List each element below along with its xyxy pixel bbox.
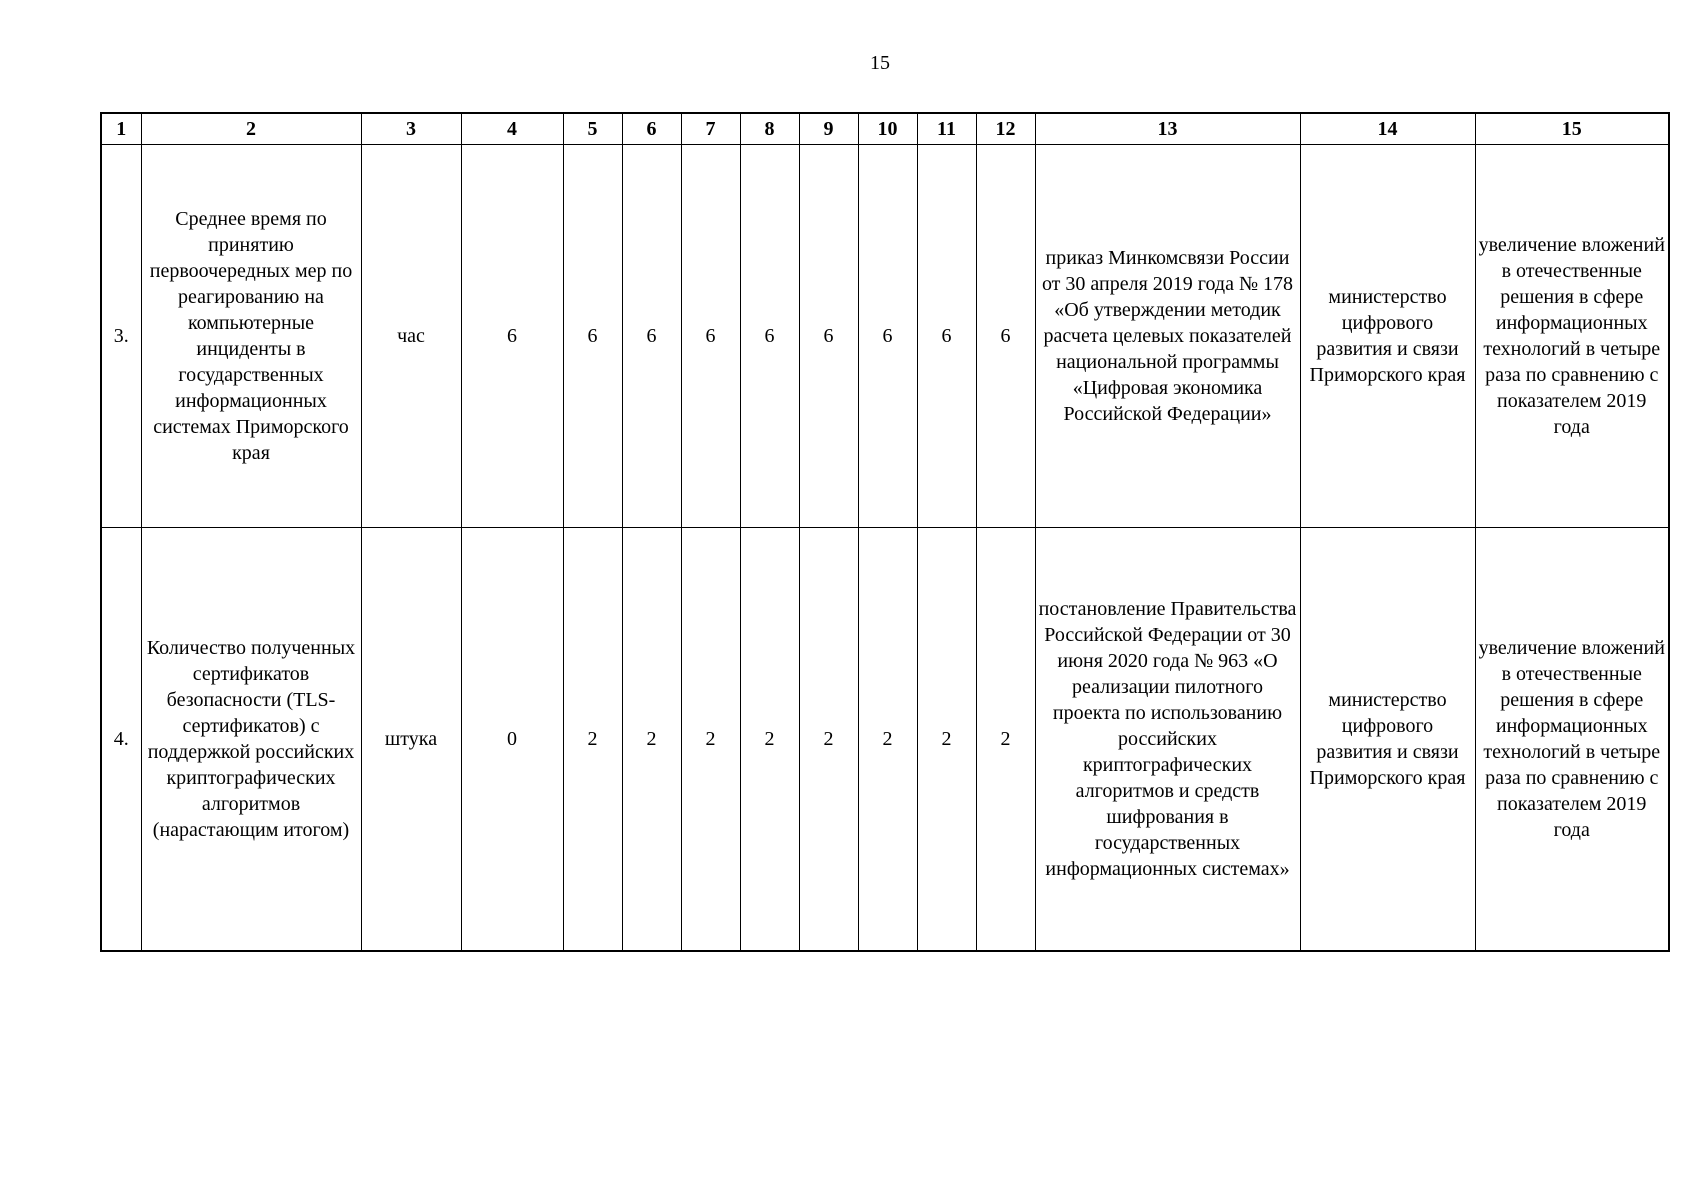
indicator-name: Среднее время по принятию первоочередных мер по реагированию на компьютерные инциденты в государственных информационных системах Приморского края: [141, 145, 361, 528]
value-cell: 6: [976, 145, 1035, 528]
header-cell: 3: [361, 113, 461, 145]
header-cell: 7: [681, 113, 740, 145]
value-cell: 2: [976, 528, 1035, 952]
header-cell: 12: [976, 113, 1035, 145]
responsible-cell: министерство цифрового развития и связи Приморского края: [1300, 528, 1475, 952]
header-cell: 13: [1035, 113, 1300, 145]
header-cell: 2: [141, 113, 361, 145]
value-cell: 6: [563, 145, 622, 528]
header-cell: 5: [563, 113, 622, 145]
value-cell: 2: [917, 528, 976, 952]
base-value: 6: [461, 145, 563, 528]
header-cell: 4: [461, 113, 563, 145]
value-cell: 6: [622, 145, 681, 528]
header-cell: 11: [917, 113, 976, 145]
value-cell: 6: [681, 145, 740, 528]
base-value: 0: [461, 528, 563, 952]
value-cell: 2: [799, 528, 858, 952]
value-cell: 6: [917, 145, 976, 528]
result-cell: увеличение вложений в отечественные решения в сфере информационных технологий в четыре раза по сравнению с показателем 2019 года: [1475, 528, 1669, 952]
document-cell: постановление Правительства Российской Федерации от 30 июня 2020 года № 963 «О реализации пилотного проекта по использованию российских криптографических алгоритмов и средств шифрования в государственных информационных системах»: [1035, 528, 1300, 952]
page-number: 15: [870, 52, 890, 74]
result-cell: увеличение вложений в отечественные решения в сфере информационных технологий в четыре раза по сравнению с показателем 2019 года: [1475, 145, 1669, 528]
table-row: [101, 145, 1669, 528]
value-cell: 6: [740, 145, 799, 528]
indicators-table: [100, 112, 1670, 952]
header-cell: 8: [740, 113, 799, 145]
responsible-cell: министерство цифрового развития и связи Приморского края: [1300, 145, 1475, 528]
unit-cell: штука: [361, 528, 461, 952]
value-cell: 2: [622, 528, 681, 952]
value-cell: 6: [858, 145, 917, 528]
document-cell: приказ Минкомсвязи России от 30 апреля 2019 года № 178 «Об утверждении методик расчета целевых показателей национальной программы «Цифровая экономика Российской Федерации»: [1035, 145, 1300, 528]
value-cell: 2: [740, 528, 799, 952]
unit-cell: час: [361, 145, 461, 528]
row-number: 4.: [101, 528, 141, 952]
value-cell: 2: [681, 528, 740, 952]
row-number: 3.: [101, 145, 141, 528]
header-row: [101, 113, 1669, 145]
header-cell: 9: [799, 113, 858, 145]
value-cell: 2: [563, 528, 622, 952]
header-cell: 14: [1300, 113, 1475, 145]
table-row: [101, 528, 1669, 952]
value-cell: 6: [799, 145, 858, 528]
indicator-name: Количество полученных сертификатов безопасности (TLS-сертификатов) с поддержкой российских криптографических алгоритмов (нарастающим итогом): [141, 528, 361, 952]
header-cell: 10: [858, 113, 917, 145]
header-cell: 15: [1475, 113, 1669, 145]
header-cell: 1: [101, 113, 141, 145]
value-cell: 2: [858, 528, 917, 952]
header-cell: 6: [622, 113, 681, 145]
